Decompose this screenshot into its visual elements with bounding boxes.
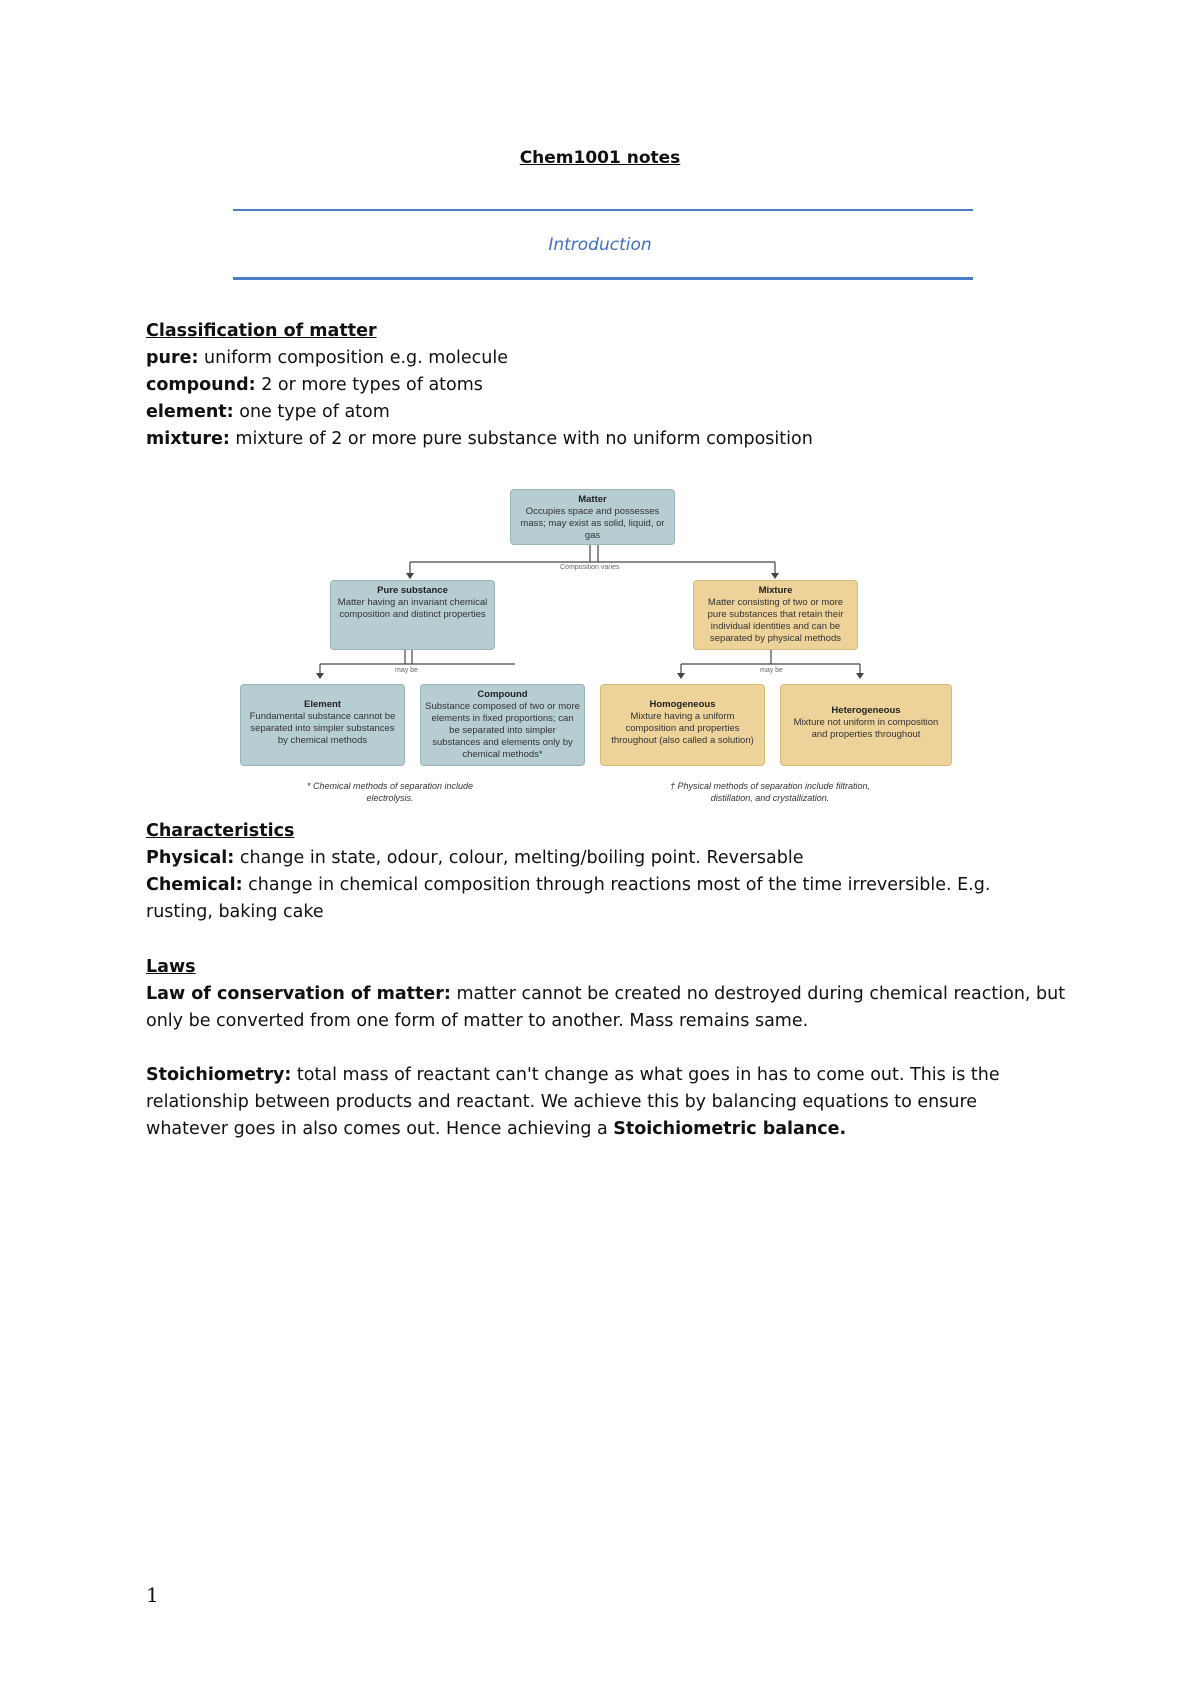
- diagram-node-mixture: Mixture Matter consisting of two or more pure substances that retain their individual identities and can be separated by physical methods: [693, 580, 858, 650]
- diagram-node-matter: Matter Occupies space and possesses mass; may exist as solid, liquid, or gas: [510, 489, 675, 545]
- diagram-note-chemical: * Chemical methods of separation include electrolysis.: [306, 781, 474, 803]
- classification-item-element: element: one type of atom: [146, 402, 390, 422]
- diagram-node-compound: Compound Substance composed of two or more elements in fixed proportions; can be separated into simpler substances and elements only by chemical methods*: [420, 684, 585, 766]
- classification-item-pure: pure: uniform composition e.g. molecule: [146, 348, 508, 368]
- classification-heading: Classification of matter: [146, 321, 377, 341]
- laws-heading: Laws: [146, 957, 196, 977]
- page-title: Chem1001 notes: [519, 148, 681, 168]
- characteristic-chemical-cont: rusting, baking cake: [146, 902, 324, 922]
- classification-diagram: [230, 482, 960, 807]
- diagram-node-pure-substance: Pure substance Matter having an invariant chemical composition and distinct properties: [330, 580, 495, 650]
- law-conservation: Law of conservation of matter: matter cannot be created no destroyed during chemical reaction, but: [146, 984, 1066, 1004]
- diagram-node-element: Element Fundamental substance cannot be separated into simpler substances by chemical methods: [240, 684, 405, 766]
- section-heading: Introduction: [548, 235, 652, 255]
- characteristic-chemical: Chemical: change in chemical composition through reactions most of the time irreversible. E.g.: [146, 875, 991, 895]
- characteristics-heading: Characteristics: [146, 821, 295, 841]
- diagram-node-homogeneous: Homogeneous Mixture having a uniform composition and properties throughout (also called a solution): [600, 684, 765, 766]
- diagram-note-physical: † Physical methods of separation include filtration, distillation, and crystallization.: [669, 781, 871, 803]
- classification-item-mixture: mixture: mixture of 2 or more pure substance with no uniform composition: [146, 429, 813, 449]
- diagram-label-top: Composition varies: [560, 564, 620, 571]
- heading-rule-bottom: [233, 277, 973, 280]
- law-stoichiometry: Stoichiometry: total mass of reactant can't change as what goes in has to come out. This is the: [146, 1065, 1000, 1085]
- diagram-node-heterogeneous: Heterogeneous Mixture not uniform in composition and properties throughout: [780, 684, 952, 766]
- diagram-label-pure: may be: [395, 667, 418, 674]
- characteristic-physical: Physical: change in state, odour, colour, melting/boiling point. Reversable: [146, 848, 804, 868]
- diagram-label-mix: may be: [760, 667, 783, 674]
- classification-item-compound: compound: 2 or more types of atoms: [146, 375, 483, 395]
- law-stoichiometry-cont1: relationship between products and reactant. We achieve this by balancing equations to ensure: [146, 1092, 978, 1112]
- heading-rule-top: [233, 209, 973, 211]
- page-number: 1: [146, 1583, 159, 1607]
- law-conservation-cont: only be converted from one form of matter to another. Mass remains same.: [146, 1011, 809, 1031]
- law-stoichiometry-cont2: whatever goes in also comes out. Hence achieving a Stoichiometric balance.: [146, 1119, 847, 1139]
